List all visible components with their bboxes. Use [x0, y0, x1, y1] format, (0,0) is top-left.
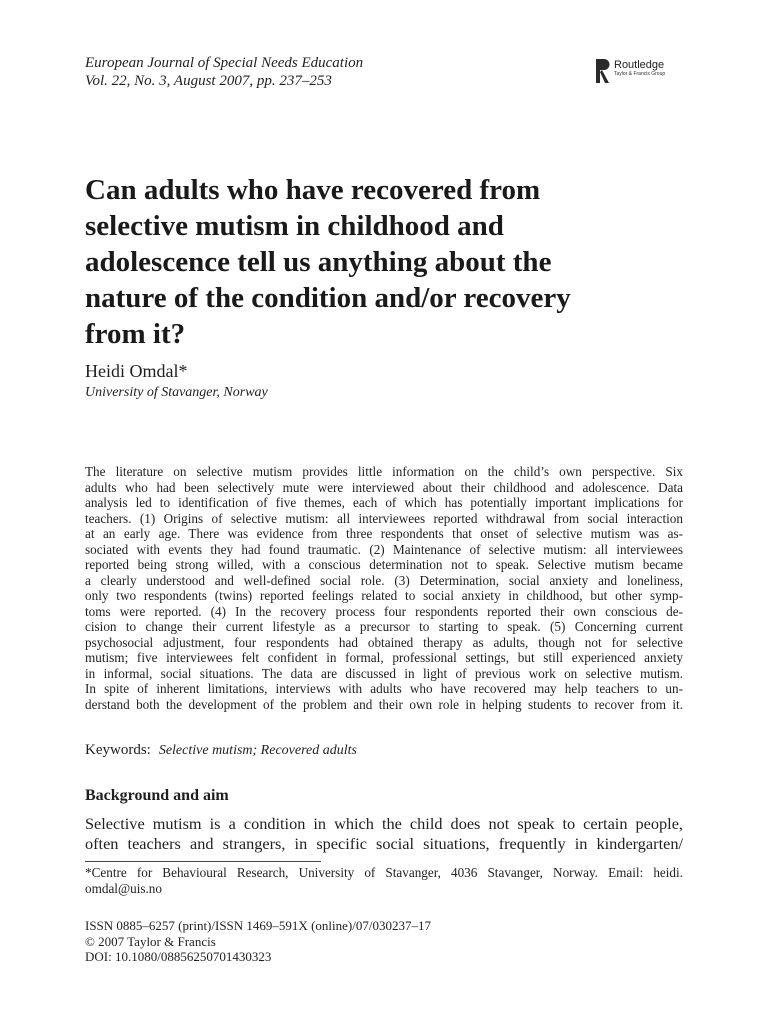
- publisher-logo: [596, 59, 665, 83]
- abstract-line: at an early age. There was evidence from three respondents that onset of selective mutism was as-: [85, 526, 683, 541]
- abstract-line: psychosocial adjustment, four respondents had obtained therapy as adults, though not for selective: [85, 634, 683, 650]
- body-text: [85, 814, 683, 853]
- title-line: adolescence tell us anything about the: [85, 246, 552, 278]
- abstract: [85, 464, 683, 712]
- keywords-label: Keywords:: [85, 742, 151, 758]
- publisher-text: [614, 59, 665, 78]
- publisher-group: Taylor & Francis Group: [614, 71, 666, 77]
- publisher-name: Routledge: [614, 59, 665, 71]
- routledge-r-icon: [596, 59, 610, 83]
- journal-citation: Vol. 22, No. 3, August 2007, pp. 237–253: [85, 73, 332, 89]
- body-line: Selective mutism is a condition in which the child does not speak to certain people,: [85, 814, 683, 833]
- abstract-line: sociated with events they had found traumatic. (2) Maintenance of selective mutism: all interviewees: [85, 541, 683, 557]
- title-line: from it?: [85, 318, 186, 350]
- keywords: [85, 741, 357, 760]
- copyright-line: © 2007 Taylor & Francis: [85, 933, 216, 949]
- footnote-line: *Centre for Behavioural Research, University of Stavanger, 4036 Stavanger, Norway. Email: heidi.: [85, 865, 683, 880]
- abstract-line: a clearly understood and well-defined social role. (3) Determination, social anxiety and loneliness,: [85, 572, 683, 588]
- abstract-line: mutism; five interviewees felt confident in formal, professional settings, but still experienced anxiety: [85, 650, 683, 665]
- article-title: [85, 172, 695, 352]
- footnote-line: omdal@uis.no: [85, 881, 162, 896]
- abstract-line: teachers. (1) Origins of selective mutism: all interviewees reported withdrawal from social interaction: [85, 510, 683, 526]
- abstract-line: derstand both the development of the problem and their own role in helping students to recover from it.: [85, 696, 683, 712]
- title-line: selective mutism in childhood and: [85, 210, 504, 242]
- abstract-line: only two respondents (twins) reported feelings related to social anxiety in childhood, but other symp-: [85, 588, 683, 603]
- abstract-line: toms were reported. (4) In the recovery process four respondents reported their own conscious de-: [85, 603, 683, 619]
- footnote: [85, 865, 683, 897]
- author-name: Heidi Omdal*: [85, 361, 188, 381]
- doi-line: DOI: 10.1080/08856250701430323: [85, 949, 272, 964]
- author-affiliation: University of Stavanger, Norway: [85, 385, 268, 400]
- body-line: often teachers and strangers, in specific social situations, frequently in kindergarten/: [85, 833, 683, 853]
- abstract-line: cision to change their current lifestyle as a precursor to starting to speak. (5) Concerning current: [85, 619, 683, 634]
- abstract-line: The literature on selective mutism provides little information on the child’s own perspective. Six: [85, 464, 683, 479]
- abstract-line: reported being strong willed, with a conscious determination not to speak. Selective mutism became: [85, 557, 683, 572]
- title-line: nature of the condition and/or recovery: [85, 282, 571, 314]
- title-line: Can adults who have recovered from: [85, 174, 541, 206]
- journal-name: European Journal of Special Needs Education: [85, 55, 364, 71]
- publication-info: [85, 918, 431, 965]
- keywords-values: Selective mutism; Recovered adults: [158, 743, 357, 758]
- issn-line: ISSN 0885–6257 (print)/ISSN 1469–591X (online)/07/030237–17: [85, 918, 431, 933]
- section-heading: Background and aim: [85, 787, 229, 804]
- abstract-line: In spite of inherent limitations, interviews with adults who have recovered may help teachers to un-: [85, 681, 683, 696]
- footnote-rule: [85, 861, 321, 862]
- abstract-line: in informal, social situations. The data are discussed in light of previous work on selective mutism.: [85, 665, 683, 681]
- abstract-line: analysis led to identification of five themes, each of which has potentially important implications for: [85, 495, 683, 510]
- abstract-line: adults who had been selectively mute were interviewed about their childhood and adolescence. Data: [85, 479, 683, 495]
- journal-header: [85, 54, 363, 90]
